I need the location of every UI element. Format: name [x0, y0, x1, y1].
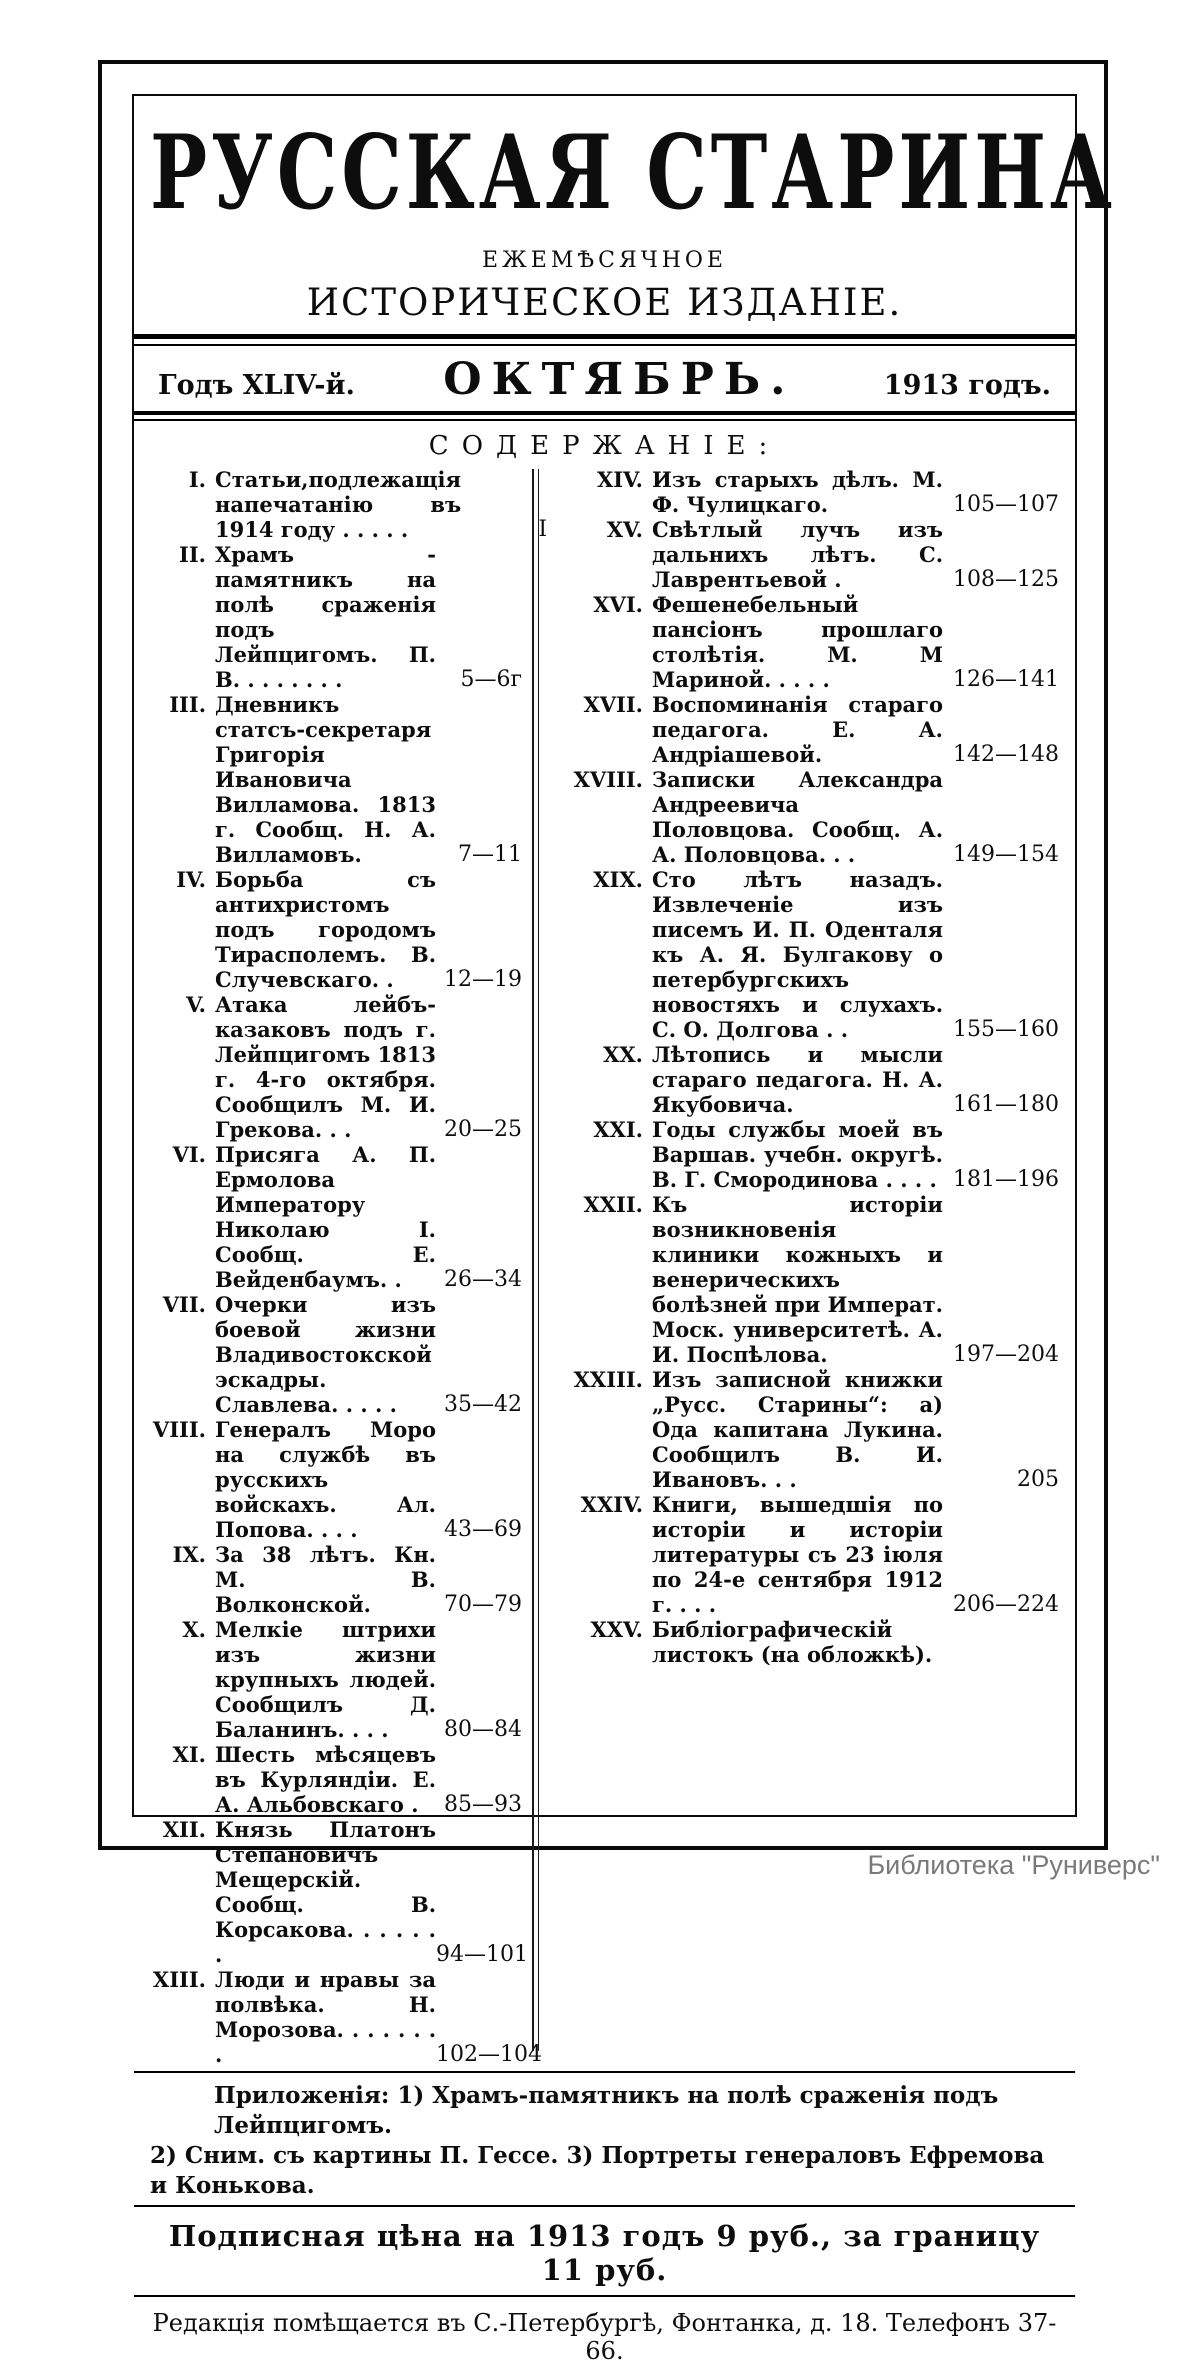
appendices-note [150, 2081, 1059, 2201]
toc-entry-number: VII. [162, 1292, 206, 1317]
toc-entry-title: Присяга А. П. Ермолова Императору Николаю I. Сообщ. Е. Вейденбаумъ. . [215, 1142, 436, 1292]
toc-entry [547, 692, 1059, 767]
toc-entry-number: VIII. [152, 1417, 206, 1442]
toc-entry-pages: 80—84 [444, 1717, 522, 1742]
masthead [150, 106, 1116, 324]
toc-entry-pages: 7—11 [458, 842, 522, 867]
appendices-line-1: Приложенія: 1) Храмъ-памятникъ на полѣ сраженія подъ Лейпцигомъ. [214, 2082, 999, 2139]
toc-entry-pages: 5—6г [460, 667, 522, 692]
toc-entry-title: Генералъ Моро на службѣ въ русскихъ войскахъ. Ал. Попова. . . . [215, 1417, 436, 1542]
toc-entry [547, 1042, 1059, 1117]
toc-entry-number: II. [179, 542, 206, 567]
toc-entry-pages: 12—19 [444, 967, 522, 992]
toc-left-column [150, 467, 548, 2067]
footer-rule-2 [134, 2205, 1075, 2207]
toc-entry-title: Очерки изъ боевой жизни Владивостокской эскадры. Славлева. . . . . [215, 1292, 436, 1417]
toc-entry-number: XIX. [593, 867, 643, 892]
toc-entry-number: IX. [172, 1542, 206, 1567]
toc-entry-number: XXII. [583, 1192, 643, 1217]
toc-entry-title: Къ исторіи возникновенія клиники кожныхъ и венерическихъ болѣзней при Императ. Моск. университетѣ. А. И. Поспѣлова. [652, 1192, 943, 1367]
toc-entry-title: Мелкіе штрихи изъ жизни крупныхъ людей. Сообщилъ Д. Баланинъ. . . . [215, 1617, 436, 1742]
toc-entry-number: XVIII. [573, 767, 643, 792]
toc-entry [150, 1742, 522, 1817]
toc-entry-pages: 142—148 [953, 742, 1059, 767]
toc-entry [150, 692, 522, 867]
toc-entry-title: Книги, вышедшія по исторіи и исторіи литературы съ 23 іюля по 24-е сентября 1912 г. . . . [652, 1492, 943, 1617]
toc-entry [150, 1967, 542, 2067]
toc-entry-pages: 85—93 [444, 1792, 522, 1817]
toc-entry-pages: 26—34 [444, 1267, 522, 1292]
toc-entry-pages: 105—107 [953, 492, 1059, 517]
toc-entry [150, 542, 522, 692]
toc-entry-number: V. [186, 992, 206, 1017]
subscription-price: Подписная цѣна на 1913 годъ 9 руб., за границу 11 руб. [168, 2219, 1041, 2287]
toc-entry-title: Сто лѣтъ назадъ. Извлеченіе изъ писемъ И. П. Оденталя къ А. Я. Булгакову о петербургскихъ новостяхъ и слухахъ. С. О. Долгова . . [652, 867, 943, 1042]
toc-entry-pages: 20—25 [444, 1117, 522, 1142]
toc-entry-title: Дневникъ статсъ-секретаря Григорія Ивановича Вилламова. 1813 г. Сообщ. Н. А. Вилламовъ. [215, 692, 436, 867]
toc-entry-pages: 108—125 [953, 567, 1059, 592]
toc-entry-title: Воспоминанія стараго педагога. Е. А. Андріашевой. [652, 692, 943, 767]
toc-entry-pages: 197—204 [953, 1342, 1059, 1367]
toc-entry-number: IV. [176, 867, 206, 892]
toc-entry-title: Годы службы моей въ Варшав. учебн. округѣ. В. Г. Смородинова . . . . [652, 1117, 943, 1192]
toc-entry [150, 1417, 522, 1542]
issue-month: ОКТЯБРЬ. [443, 354, 796, 405]
toc-entry [150, 1542, 522, 1617]
issue-year-label: Годъ XLIV-й. [158, 370, 355, 401]
toc-entry-pages: 205 [1017, 1467, 1059, 1492]
toc-entry-title: За 38 лѣтъ. Кн. М. В. Волконской. [215, 1542, 436, 1617]
masthead-subtitle-monthly: ЕЖЕМѢСЯЧНОЕ [481, 248, 727, 273]
toc-entry [150, 1142, 522, 1292]
toc-entry-title: Библіографическій листокъ (на обложкѣ). [652, 1617, 933, 1667]
toc-entry-title: Князь Платонъ Степановичъ Мещерскій. Сообщ. В. Корсакова. . . . . . . [215, 1817, 436, 1967]
toc-entry-pages: 94—101 [436, 1942, 528, 1967]
toc-entry-number: XXI. [593, 1117, 643, 1142]
toc-entry-pages: 126—141 [953, 667, 1059, 692]
toc-entry-title: Записки Александра Андреевича Половцова. Сообщ. А. А. Половцова. . . [652, 767, 943, 867]
toc-entry-title: Изъ записной книжки „Русс. Старины“: а) Ода капитана Лукина. Сообщилъ В. И. Ивановъ. . . [652, 1367, 943, 1492]
toc-entry-number: XI. [172, 1742, 206, 1767]
toc-entry [547, 767, 1059, 867]
appendices-line-2: 2) Сним. съ картины П. Гессе. 3) Портреты генераловъ Ефремова и Конькова. [150, 2142, 1045, 2199]
toc-entry [150, 1617, 522, 1742]
toc-entry [547, 1367, 1059, 1492]
issue-year: 1913 годъ. [883, 370, 1051, 401]
toc-entry-pages: 161—180 [953, 1092, 1059, 1117]
toc-entry-number: X. [182, 1617, 206, 1642]
toc-entry [150, 467, 548, 542]
toc-entry-number: XXIV. [580, 1492, 643, 1517]
toc-entry-number: XXIII. [573, 1367, 643, 1392]
toc-entry-number: XIV. [596, 467, 643, 492]
toc-entry-pages: I [538, 517, 548, 542]
toc-entry [150, 867, 522, 992]
toc-entry-number: XVI. [593, 592, 643, 617]
toc-right-column [547, 467, 1059, 2067]
contents-heading: СОДЕРЖАНІЕ: [428, 431, 781, 461]
toc-entry-title: Люди и нравы за полвѣка. Н. Морозова. . . . . . . . [215, 1967, 436, 2067]
editorial-address: Редакція помѣщается въ С.-Петербургѣ, Фонтанка, д. 18. Телефонъ 37-66. [152, 2309, 1057, 2365]
toc-entry-title: Лѣтопись и мысли стараго педагога. Н. А. Якубовича. [652, 1042, 943, 1117]
toc-entry-number: XIII. [152, 1967, 206, 1992]
toc-entry [547, 1192, 1059, 1367]
toc-entry [150, 1817, 528, 1967]
library-watermark: Библиотека "Руниверс" [867, 1850, 1160, 1880]
toc-entry-title: Фешенебельный пансіонъ прошлаго столѣтія. М. М Мариной. . . . . [652, 592, 943, 692]
toc-entry-number: XV. [606, 517, 643, 542]
column-divider [532, 469, 539, 2051]
toc-entry-number: XII. [162, 1817, 206, 1842]
toc-entry-pages: 35—42 [444, 1392, 522, 1417]
journal-title: РУССКАЯ СТАРИНА [150, 112, 1116, 232]
toc-entry [547, 1117, 1059, 1192]
footer-rule-1 [134, 2071, 1075, 2073]
toc-entry-number: XX. [603, 1042, 643, 1067]
toc-entry [547, 592, 1059, 692]
masthead-subtitle-edition: ИСТОРИЧЕСКОЕ ИЗДАНІЕ. [306, 281, 903, 324]
toc-entry [150, 1292, 522, 1417]
toc-entry-number: VI. [172, 1142, 206, 1167]
toc-entry-title: Храмъ - памятникъ на полѣ сраженія подъ Лейпцигомъ. П. В. . . . . . . . [215, 542, 436, 692]
toc-entry-pages: 155—160 [953, 1017, 1059, 1042]
toc-entry-pages: 206—224 [953, 1592, 1059, 1617]
toc-entry-pages: 43—69 [444, 1517, 522, 1542]
toc-entry-title: Шесть мѣсяцевъ въ Курляндіи. Е. А. Альбовскаго . [215, 1742, 436, 1817]
toc-entry [547, 1617, 1059, 1667]
toc-entry-title: Борьба съ антихристомъ подъ городомъ Тирасполемъ. В. Случевскаго. . [215, 867, 436, 992]
toc-entry-number: XXV. [590, 1617, 643, 1642]
toc-entry-title: Изъ старыхъ дѣлъ. М. Ф. Чулицкаго. [652, 467, 943, 517]
double-rule-top [134, 334, 1075, 346]
toc-entry-number: III. [169, 692, 206, 717]
toc-entry-pages: 70—79 [444, 1592, 522, 1617]
toc-entry-title: Статьи,подлежащія напечатанію въ 1914 году . . . . . [215, 467, 462, 542]
toc-entry [547, 517, 1059, 592]
toc-entry [150, 992, 522, 1142]
toc-entry-title: Атака лейбъ-казаковъ подъ г. Лейпцигомъ 1813 г. 4-го октября. Сообщилъ М. И. Грекова. . . [215, 992, 436, 1142]
toc-entry-pages: 181—196 [953, 1167, 1059, 1192]
toc-entry-pages: 149—154 [953, 842, 1059, 867]
table-of-contents [150, 467, 1059, 2067]
toc-entry-title: Свѣтлый лучъ изъ дальнихъ лѣтъ. С. Лаврентьевой . [652, 517, 943, 592]
toc-entry [547, 467, 1059, 517]
toc-entry [547, 867, 1059, 1042]
toc-entry-pages: 102—104 [436, 2042, 542, 2067]
toc-entry [547, 1492, 1059, 1617]
toc-entry-number: XVII. [583, 692, 643, 717]
footer-rule-3 [134, 2295, 1075, 2297]
toc-entry-number: I. [188, 467, 206, 492]
issue-line [150, 346, 1059, 405]
double-rule-middle [134, 411, 1075, 421]
